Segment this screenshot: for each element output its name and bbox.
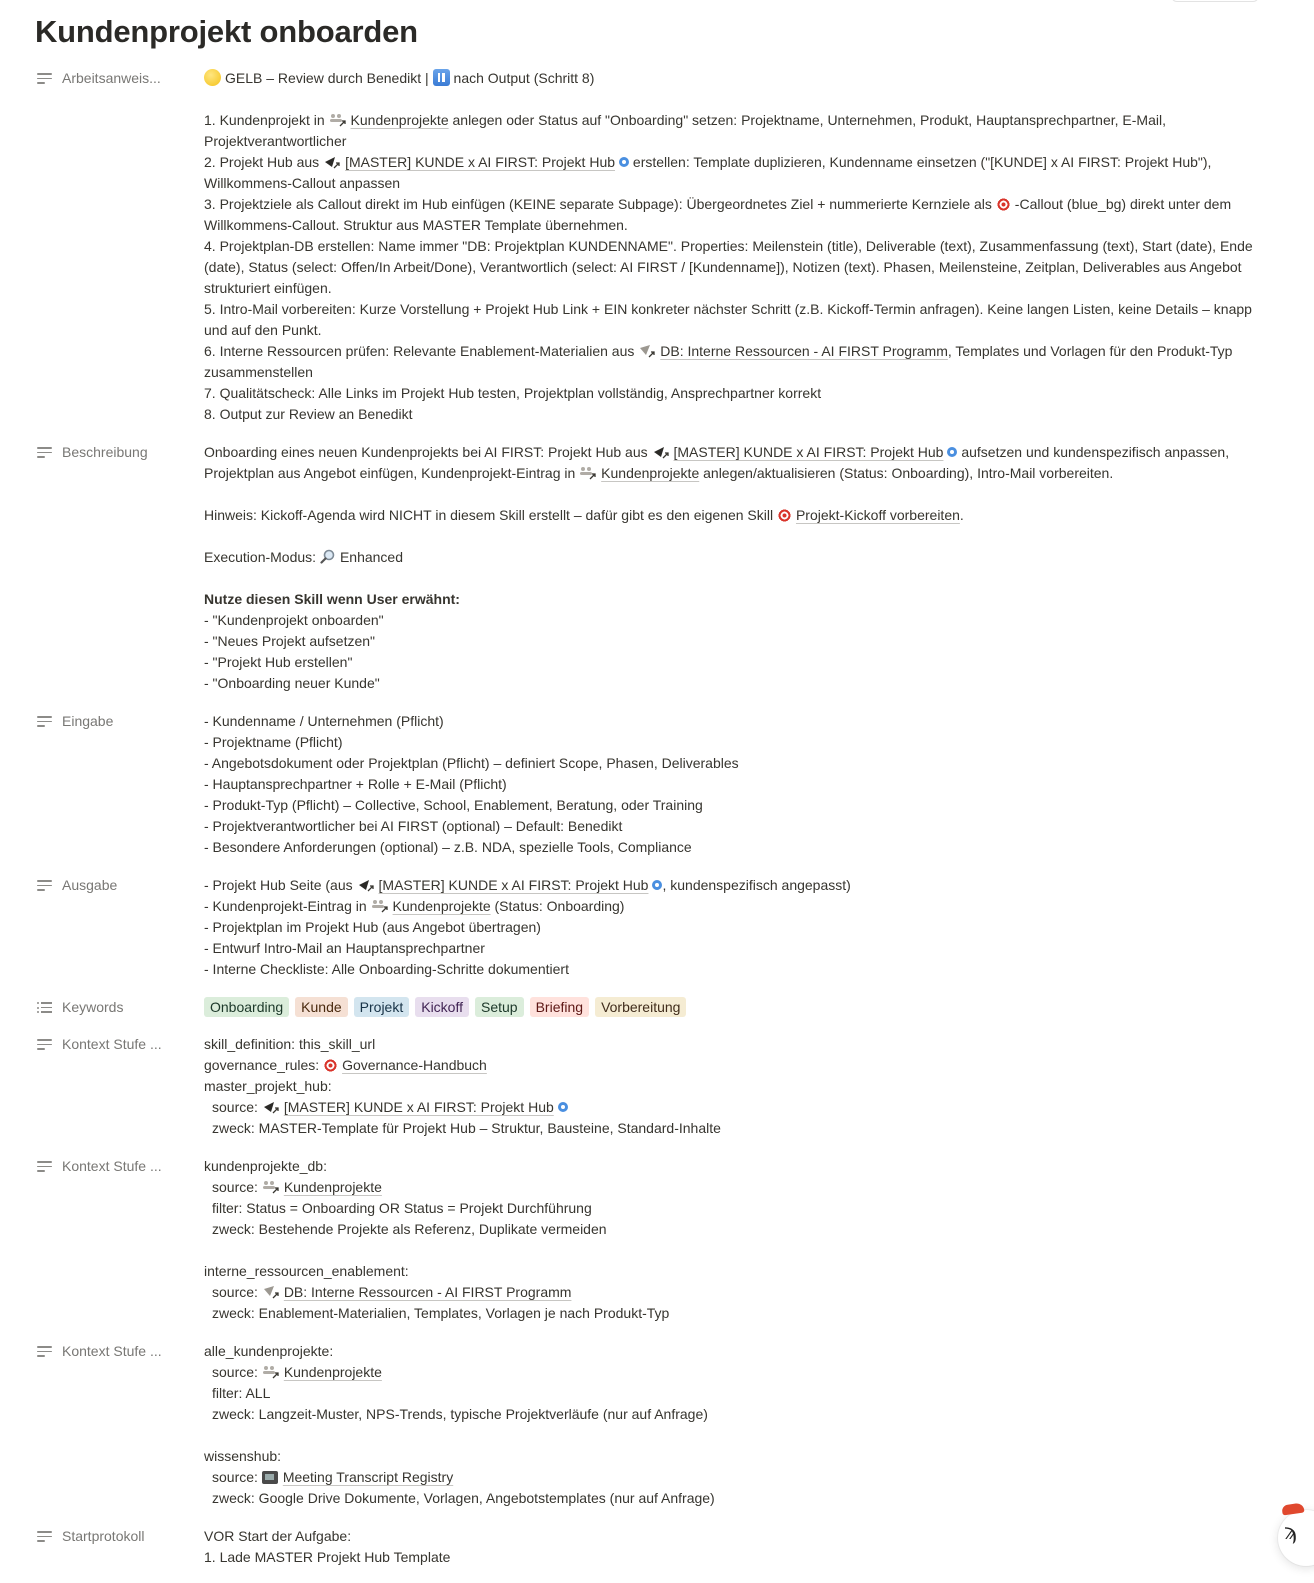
hub-icon (323, 155, 341, 169)
protocol-line: VOR Start der Aufgabe: (204, 1528, 352, 1544)
context-line: zweck: Langzeit-Muster, NPS-Trends, typische Projektverläufe (nur auf Anfrage) (212, 1406, 708, 1422)
ai-assistant-button[interactable] (1278, 1510, 1314, 1566)
context-line: source: DB: Interne Ressourcen - AI FIRST Programm (212, 1284, 572, 1300)
people-db-icon (262, 1365, 280, 1379)
mention-interne-ressourcen[interactable]: DB: Interne Ressourcen - AI FIRST Programm (283, 1284, 572, 1300)
context-line: source: Kundenprojekte (212, 1364, 382, 1380)
input-item: - Angebotsdokument oder Projektplan (Pflicht) – definiert Scope, Phasen, Deliverables (204, 755, 739, 771)
keyword-tag[interactable]: Briefing (530, 997, 589, 1017)
text-lines-icon (37, 879, 53, 891)
context-line: kundenprojekte_db: (204, 1158, 327, 1174)
trigger-item: - "Projekt Hub erstellen" (204, 654, 353, 670)
text-lines-icon (37, 446, 53, 458)
property-label[interactable]: Kontext Stufe ... (35, 1154, 204, 1178)
keyword-tag[interactable]: Setup (475, 997, 524, 1017)
context-line: zweck: MASTER-Template für Projekt Hub – Struktur, Bausteine, Standard-Inhalte (212, 1120, 721, 1136)
property-kontext-stufe-1 (35, 1032, 1275, 1154)
people-db-icon (579, 466, 597, 480)
trigger-item: - "Onboarding neuer Kunde" (204, 675, 380, 691)
mention-kundenprojekte[interactable]: Kundenprojekte (350, 112, 449, 128)
mention-meeting-transcript-registry[interactable]: Meeting Transcript Registry (282, 1469, 454, 1485)
property-value-kontext-3[interactable] (204, 1339, 1275, 1524)
property-value-kontext-1[interactable] (204, 1032, 1275, 1154)
step-3: 3. Projektziele als Callout direkt im Hub einfügen (KEINE separate Subpage): Übergeordnetes Ziel + nummerierte Kernziele als -Callout (blue_bg) direkt unter dem Willkommens-Callout. Struktur aus MASTER Template übernehmen. (204, 196, 1232, 233)
property-arbeitsanweisung (35, 66, 1275, 440)
mention-governance-handbuch[interactable]: Governance-Handbuch (342, 1057, 487, 1073)
context-line: zweck: Google Drive Dokumente, Vorlagen, Angebotstemplates (nur auf Anfrage) (212, 1490, 715, 1506)
people-db-icon (262, 1180, 280, 1194)
property-kontext-stufe-3 (35, 1339, 1275, 1524)
context-line: filter: ALL (212, 1385, 271, 1401)
step-2: 2. Projekt Hub aus [MASTER] KUNDE x AI FIRST: Projekt Hub erstellen: Template duplizieren, Kundenname einsetzen ("[KUNDE] x AI FIRST: Projekt Hub"), Willkommens-Callout anpassen (204, 154, 1212, 191)
step-5: 5. Intro-Mail vorbereiten: Kurze Vorstellung + Projekt Hub Link + EIN konkreter nächster Schritt (z.B. Kickoff-Termin anfragen). Keine langen Listen, keine Details – knapp und auf den Punkt. (204, 301, 1252, 338)
property-value-kontext-2[interactable] (204, 1154, 1275, 1339)
mention-master-projekt-hub[interactable]: [MASTER] KUNDE x AI FIRST: Projekt Hub (378, 877, 649, 893)
context-line: interne_ressourcen_enablement: (204, 1263, 409, 1279)
properties-panel (35, 66, 1275, 1583)
keyword-tag[interactable]: Kickoff (415, 997, 469, 1017)
context-line: wissenshub: (204, 1448, 282, 1464)
mention-master-projekt-hub[interactable]: [MASTER] KUNDE x AI FIRST: Projekt Hub (345, 154, 616, 170)
property-value-eingabe[interactable] (204, 709, 1275, 873)
context-line: source: Meeting Transcript Registry (212, 1469, 454, 1485)
hub-icon (357, 878, 375, 892)
trigger-heading: Nutze diesen Skill wenn User erwähnt: (204, 591, 460, 607)
target-icon (996, 197, 1011, 212)
context-line: master_projekt_hub: (204, 1078, 332, 1094)
keyword-tag[interactable]: Projekt (354, 997, 410, 1017)
target-icon (777, 508, 792, 523)
santa-hat-icon (1281, 1503, 1304, 1516)
context-line: governance_rules: Governance-Handbuch (204, 1057, 487, 1073)
context-line: filter: Status = Onboarding OR Status = Projekt Durchführung (212, 1200, 592, 1216)
yellow-circle-icon (204, 69, 221, 86)
input-item: - Hauptansprechpartner + Rolle + E-Mail (Pflicht) (204, 776, 507, 792)
description-hint: Hinweis: Kickoff-Agenda wird NICHT in diesem Skill erstellt – dafür gibt es den eigenen Skill Projekt-Kickoff vorbereiten. (204, 507, 964, 523)
text-lines-icon (37, 1160, 53, 1172)
people-db-icon (329, 113, 347, 127)
property-ausgabe (35, 873, 1275, 995)
input-item: - Kundenname / Unternehmen (Pflicht) (204, 713, 444, 729)
verified-badge-icon (652, 880, 662, 890)
mention-kundenprojekte[interactable]: Kundenprojekte (283, 1179, 382, 1195)
bulleted-list-icon (37, 1001, 53, 1013)
mention-projekt-kickoff[interactable]: Projekt-Kickoff vorbereiten (795, 507, 960, 523)
context-line: source: Kundenprojekte (212, 1179, 382, 1195)
notion-ai-face-icon: ϡ (1284, 1520, 1297, 1545)
resources-db-icon (638, 344, 656, 358)
verified-badge-icon (558, 1102, 568, 1112)
input-item: - Produkt-Typ (Pflicht) – Collective, School, Enablement, Beratung, oder Training (204, 797, 703, 813)
property-eingabe (35, 709, 1275, 873)
magnifier-icon (320, 549, 336, 565)
description-intro: Onboarding eines neuen Kundenprojekts bei AI FIRST: Projekt Hub aus [MASTER] KUNDE x AI FIRST: Projekt Hub aufsetzen und kundenspezifisch anpassen, Projektplan aus Angebot einfügen, Kundenprojekt-Eintrag in Kundenprojekte anlegen/aktualisieren (Status: Onboarding), Intro-Mail vorbereiten. (204, 444, 1230, 481)
step-8: 8. Output zur Review an Benedikt (204, 406, 413, 422)
topbar-button-partial[interactable] (1171, 0, 1259, 2)
output-item: - Interne Checkliste: Alle Onboarding-Schritte dokumentiert (204, 961, 569, 977)
property-label[interactable]: Arbeitsanweis... (35, 66, 204, 90)
property-startprotokoll (35, 1524, 1275, 1583)
hub-icon (652, 445, 670, 459)
hub-icon (262, 1100, 280, 1114)
trigger-item: - "Kundenprojekt onboarden" (204, 612, 384, 628)
text-lines-icon (37, 1530, 53, 1542)
page-title: Kundenprojekt onboarden (35, 14, 418, 49)
property-kontext-stufe-2 (35, 1154, 1275, 1339)
output-item: - Kundenprojekt-Eintrag in Kundenprojekte (Status: Onboarding) (204, 898, 625, 914)
context-line: zweck: Bestehende Projekte als Referenz, Duplikate vermeiden (212, 1221, 607, 1237)
trigger-item: - "Neues Projekt aufsetzen" (204, 633, 376, 649)
mention-kundenprojekte[interactable]: Kundenprojekte (392, 898, 491, 914)
status-line: GELB – Review durch Benedikt | nach Output (Schritt 8) (204, 68, 1275, 89)
mention-kundenprojekte[interactable]: Kundenprojekte (283, 1364, 382, 1380)
property-value-keywords[interactable] (204, 995, 1275, 1032)
property-label[interactable]: Keywords (35, 995, 204, 1019)
protocol-line: 1. Lade MASTER Projekt Hub Template (204, 1549, 451, 1565)
keyword-tag[interactable]: Onboarding (204, 997, 289, 1017)
context-line: skill_definition: this_skill_url (204, 1036, 376, 1052)
monitor-icon (262, 1471, 278, 1484)
step-4: 4. Projektplan-DB erstellen: Name immer "DB: Projektplan KUNDENNAME". Properties: Meilenstein (title), Deliverable (text), Zusammenfassung (text), Start (date), Ende (date), Status (select: Offen/In Arbeit/Done), Verantwortlich (select: AI FIRST / [Kundenname]), Notizen (text). Phasen, Meilensteine, Zeitplan, Deliverables aus Angebot strukturiert einfügen. (204, 238, 1253, 296)
keyword-tags (204, 997, 1275, 1017)
target-icon (323, 1058, 338, 1073)
input-item: - Projektname (Pflicht) (204, 734, 343, 750)
context-line: source: [MASTER] KUNDE x AI FIRST: Projekt Hub (204, 1097, 1275, 1118)
context-line: alle_kundenprojekte: (204, 1343, 334, 1359)
verified-badge-icon (619, 157, 629, 167)
mention-kundenprojekte[interactable]: Kundenprojekte (601, 465, 700, 481)
mention-interne-ressourcen[interactable]: DB: Interne Ressourcen - AI FIRST Programm (660, 343, 948, 359)
output-item: - Entwurf Intro-Mail an Hauptansprechpartner (204, 940, 485, 956)
step-1: 1. Kundenprojekt in Kundenprojekte anlegen oder Status auf "Onboarding" setzen: Projektname, Unternehmen, Produkt, Hauptansprechpartner, E-Mail, Projektverantwortlicher (204, 112, 1166, 149)
mention-master-projekt-hub[interactable]: [MASTER] KUNDE x AI FIRST: Projekt Hub (673, 444, 944, 460)
property-label[interactable]: Kontext Stufe ... (35, 1339, 204, 1363)
property-beschreibung (35, 440, 1275, 709)
property-label[interactable]: Startprotokoll (35, 1524, 204, 1548)
mention-master-projekt-hub[interactable]: [MASTER] KUNDE x AI FIRST: Projekt Hub (283, 1099, 554, 1115)
keyword-tag[interactable]: Kunde (295, 997, 347, 1017)
text-lines-icon (37, 72, 53, 84)
pause-button-icon (433, 69, 450, 86)
property-value-ausgabe[interactable] (204, 873, 1275, 995)
verified-badge-icon (947, 447, 957, 457)
text-lines-icon (37, 1038, 53, 1050)
output-item: - Projekt Hub Seite (aus [MASTER] KUNDE x AI FIRST: Projekt Hub , kundenspezifisch angepasst) (204, 877, 851, 893)
resources-db-icon (262, 1285, 280, 1299)
property-label[interactable]: Kontext Stufe ... (35, 1032, 204, 1056)
output-item: - Projektplan im Projekt Hub (aus Angebot übertragen) (204, 919, 541, 935)
input-item: - Projektverantwortlicher bei AI FIRST (optional) – Default: Benedikt (204, 818, 623, 834)
step-6: 6. Interne Ressourcen prüfen: Relevante Enablement-Materialien aus DB: Interne Ressourcen - AI FIRST Programm, Templates und Vorlagen für den Produkt-Typ zusammenstellen (204, 343, 1233, 380)
text-lines-icon (37, 715, 53, 727)
text-lines-icon (37, 1345, 53, 1357)
property-label[interactable]: Beschreibung (35, 440, 204, 464)
property-value-beschreibung[interactable] (204, 440, 1275, 709)
keyword-tag[interactable]: Vorbereitung (595, 997, 686, 1017)
property-value-arbeitsanweisung[interactable] (204, 66, 1275, 440)
execution-mode: Execution-Modus: Enhanced (204, 549, 404, 565)
property-label[interactable]: Eingabe (35, 709, 204, 733)
property-label[interactable]: Ausgabe (35, 873, 204, 897)
context-line: zweck: Enablement-Materialien, Templates, Vorlagen je nach Produkt-Typ (212, 1305, 670, 1321)
people-db-icon (371, 899, 389, 913)
property-value-startprotokoll[interactable] (204, 1524, 1275, 1583)
step-7: 7. Qualitätscheck: Alle Links im Projekt Hub testen, Projektplan vollständig, Ansprechpartner korrekt (204, 385, 822, 401)
input-item: - Besondere Anforderungen (optional) – z.B. NDA, spezielle Tools, Compliance (204, 839, 692, 855)
property-keywords (35, 995, 1275, 1032)
